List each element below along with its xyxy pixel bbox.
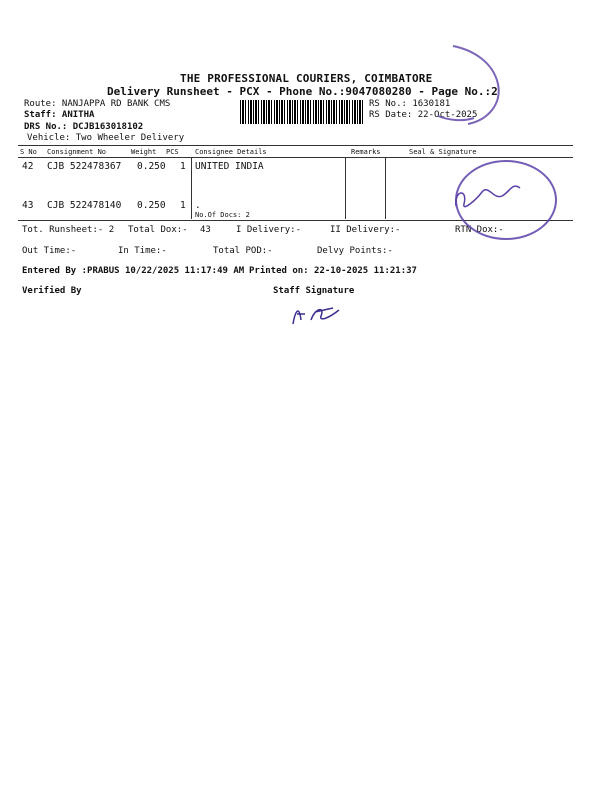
no-of-docs: No.Of Docs: 2	[195, 211, 250, 219]
ii-delivery: II Delivery:-	[330, 225, 401, 235]
table-header-rule	[18, 157, 573, 158]
row1-consignee: UNITED INDIA	[195, 161, 264, 172]
page-stamp-mark	[418, 40, 508, 130]
tot-runsheet: Tot. Runsheet:- 2	[22, 225, 115, 235]
drs-number: DRS No.: DCJB163018102	[24, 122, 144, 132]
col-divider	[191, 157, 192, 219]
delvy-points: Delvy Points:-	[317, 246, 393, 256]
row2-consignment: CJB 522478140	[47, 200, 122, 211]
row1-pcs: 1	[180, 161, 186, 172]
in-time: In Time:-	[118, 246, 167, 256]
row1-sno: 42	[22, 161, 34, 172]
col-header-weight: Weight	[131, 148, 157, 156]
company-title: THE PROFESSIONAL COURIERS, COIMBATORE	[180, 72, 433, 85]
entered-by: Entered By :PRABUS 10/22/2025 11:17:49 AM	[22, 266, 245, 276]
total-dox-value: 43	[200, 225, 211, 235]
runsheet-title: Delivery Runsheet - PCX - Phone No.:9047080280 - Page No.:2	[107, 85, 498, 98]
row1-weight: 0.250	[137, 161, 166, 172]
rs-number: RS No.: 1630181	[369, 99, 451, 109]
vehicle-label: Vehicle: Two Wheeler Delivery	[27, 133, 185, 143]
row2-weight: 0.250	[137, 200, 166, 211]
col-divider	[385, 157, 386, 219]
total-dox-label: Total Dox:-	[128, 225, 188, 235]
table-top-rule	[18, 145, 573, 146]
total-pod: Total POD:-	[213, 246, 273, 256]
col-header-seal: Seal & Signature	[409, 148, 477, 156]
row2-sno: 43	[22, 200, 34, 211]
verified-by: Verified By	[22, 286, 82, 296]
route-label: Route: NANJAPPA RD BANK CMS	[24, 99, 171, 109]
row2-pcs: 1	[180, 200, 186, 211]
out-time: Out Time:-	[22, 246, 77, 256]
rtn-dox: RTN Dox:-	[455, 225, 504, 235]
staff-label: Staff: ANITHA	[24, 110, 95, 120]
col-header-consignee: Consignee Details	[195, 148, 267, 156]
rs-date: RS Date: 22-Oct-2025	[369, 110, 478, 120]
barcode	[240, 100, 365, 124]
col-header-sno: S No	[20, 148, 37, 156]
i-delivery: I Delivery:-	[236, 225, 302, 235]
col-header-pcs: PCS	[166, 148, 179, 156]
row1-consignment: CJB 522478367	[47, 161, 122, 172]
col-header-remarks: Remarks	[351, 148, 381, 156]
col-divider	[345, 157, 346, 219]
printed-on: Printed on: 22-10-2025 11:21:37	[249, 266, 417, 276]
staff-signature-label: Staff Signature	[273, 286, 355, 296]
row2-consignee: .	[195, 200, 201, 211]
seal-signature-scribble	[450, 170, 530, 220]
staff-signature-scribble	[285, 298, 355, 330]
col-header-consignment: Consignment No	[47, 148, 107, 156]
